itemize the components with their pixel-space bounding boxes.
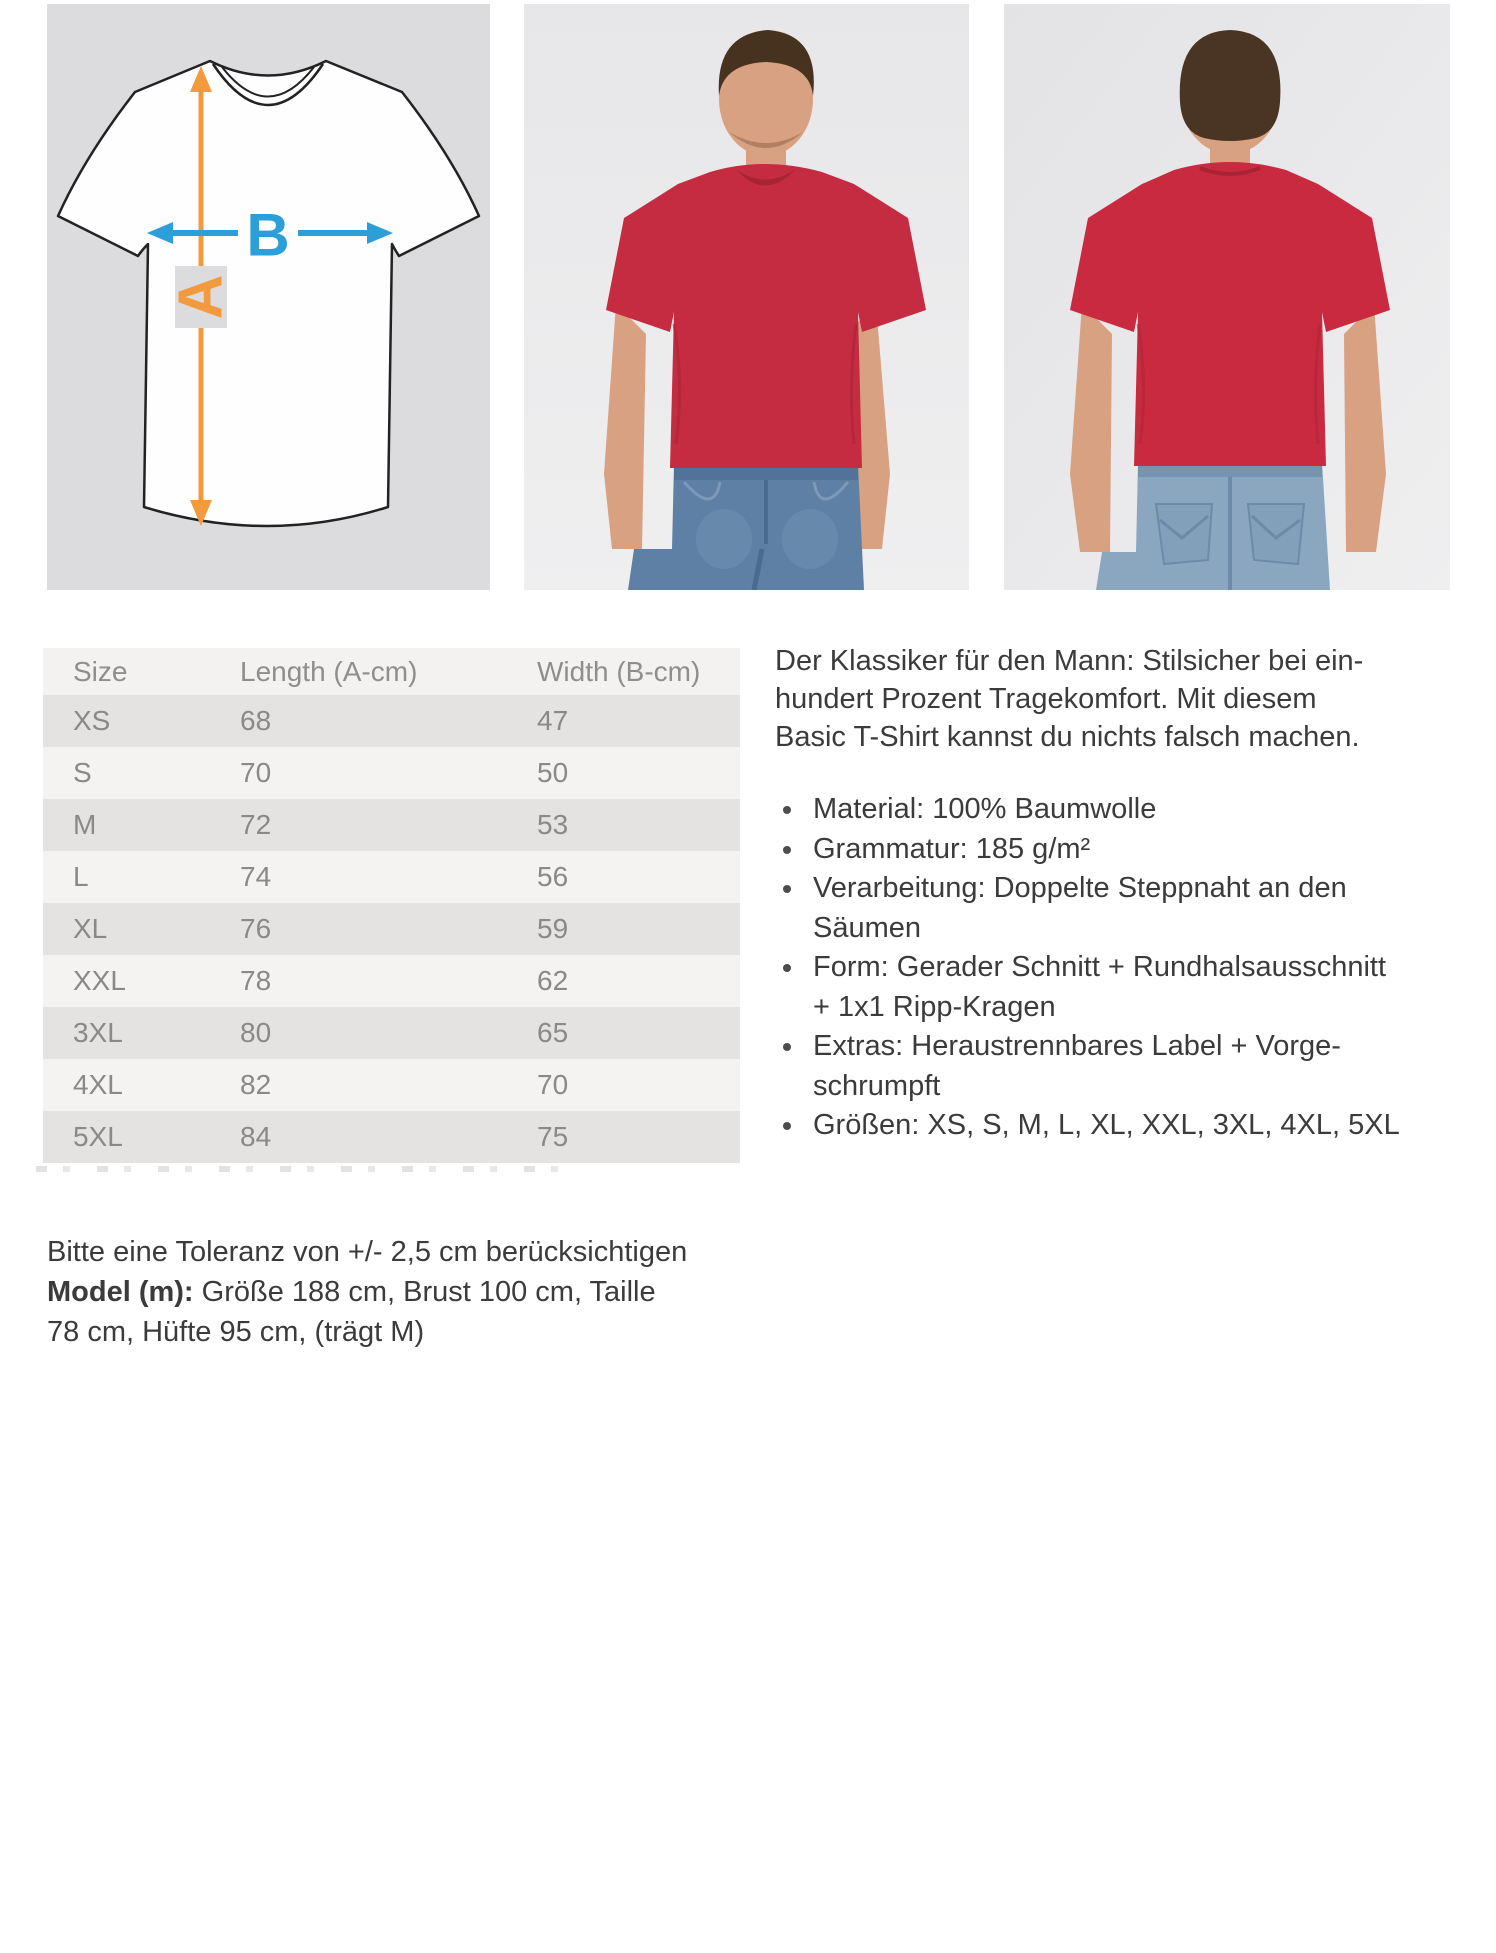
table-row-4xl: 4XL 82 70 bbox=[43, 1059, 740, 1111]
tolerance-note: Bitte eine Toleranz von +/- 2,5 cm berücksichtigen bbox=[47, 1236, 688, 1268]
column-header-size: Size bbox=[43, 648, 240, 695]
column-header-length: Length (A-cm) bbox=[240, 648, 537, 695]
spec-item-verarbeitung: Verarbeitung: Doppelte Steppnaht an den Säumen bbox=[775, 869, 1475, 948]
spec-item-extras: Extras: Heraustrennbares Label + Vorge- schrumpft bbox=[775, 1027, 1475, 1106]
table-row-3xl: 3XL 80 65 bbox=[43, 1007, 740, 1059]
table-row-m: M 72 53 bbox=[43, 799, 740, 851]
head-front bbox=[719, 30, 814, 156]
intro-line: hundert Prozent Tragekomfort. Mit diesem bbox=[775, 683, 1317, 715]
tolerance-note-block bbox=[47, 1232, 707, 1352]
table-row-5xl: 5XL 84 75 bbox=[43, 1111, 740, 1163]
front-photo-illustration bbox=[524, 4, 969, 590]
intro-line: Der Klassiker für den Mann: Stilsicher bei ein- bbox=[775, 645, 1364, 677]
bullet-icon bbox=[783, 846, 791, 854]
model-back-photo bbox=[1004, 4, 1450, 590]
head-back bbox=[1180, 30, 1281, 154]
size-table-header-row bbox=[43, 648, 740, 695]
back-photo-illustration bbox=[1004, 4, 1450, 590]
bullet-icon bbox=[783, 964, 791, 972]
spec-item-grammatur: Grammatur: 185 g/m² bbox=[775, 830, 1475, 870]
table-row-xxl: XXL 78 62 bbox=[43, 955, 740, 1007]
model-label: Model (m): bbox=[47, 1276, 194, 1308]
size-diagram-image bbox=[47, 4, 490, 590]
table-row-xs: XS 68 47 bbox=[43, 695, 740, 747]
model-info-line1: Model (m): Größe 188 cm, Brust 100 cm, Taille bbox=[47, 1276, 656, 1308]
spec-item-form: Form: Gerader Schnitt + Rundhalsausschnitt + 1x1 Ripp-Kragen bbox=[775, 948, 1475, 1027]
product-description bbox=[775, 642, 1475, 1146]
description-intro bbox=[775, 642, 1475, 756]
label-b: B bbox=[246, 201, 290, 269]
column-header-width: Width (B-cm) bbox=[537, 648, 740, 695]
label-a: A bbox=[166, 274, 236, 320]
model-info-line2: 78 cm, Hüfte 95 cm, (trägt M) bbox=[47, 1316, 425, 1348]
spec-item-groessen: Größen: XS, S, M, L, XL, XXL, 3XL, 4XL, 5XL bbox=[775, 1106, 1475, 1146]
size-table bbox=[43, 648, 740, 1163]
spec-item-material: Material: 100% Baumwolle bbox=[775, 790, 1475, 830]
intro-line: Basic T-Shirt kannst du nichts falsch machen. bbox=[775, 721, 1360, 753]
bullet-icon bbox=[783, 1043, 791, 1051]
spec-list bbox=[775, 790, 1475, 1146]
table-row-l: L 74 56 bbox=[43, 851, 740, 903]
clipped-text-row bbox=[36, 1166, 560, 1172]
table-row-xl: XL 76 59 bbox=[43, 903, 740, 955]
bullet-icon bbox=[783, 806, 791, 814]
bullet-icon bbox=[783, 1122, 791, 1130]
table-row-s: S 70 50 bbox=[43, 747, 740, 799]
tshirt-measurement-diagram bbox=[47, 4, 490, 590]
model-front-photo bbox=[524, 4, 969, 590]
bullet-icon bbox=[783, 885, 791, 893]
